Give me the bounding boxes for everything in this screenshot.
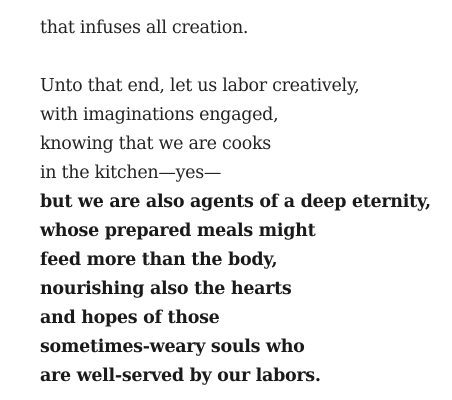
poem-line: in the kitchen—yes—: [40, 163, 222, 183]
poem-line: that infuses all creation.: [40, 18, 249, 38]
stanza-break: [40, 43, 431, 72]
poem-line-bold: whose prepared meals might: [40, 221, 316, 241]
poem-line-partial: [40, 0, 431, 14]
poem-line: knowing that we are cooks: [40, 134, 271, 154]
poem-line-bold: nourishing also the hearts: [40, 279, 292, 299]
poem-line-bold: feed more than the body,: [40, 250, 278, 270]
poem-line-bold: and hopes of those: [40, 308, 220, 328]
poem-line: Unto that end, let us labor creatively,: [40, 76, 360, 96]
poem-text: [40, 0, 431, 391]
poem-line-bold: sometimes-weary souls who: [40, 337, 305, 357]
poem-line: with imaginations engaged,: [40, 105, 279, 125]
poem-line-bold: but we are also agents of a deep eternity,: [40, 192, 431, 212]
poem-line-bold: are well-served by our labors.: [40, 366, 321, 386]
